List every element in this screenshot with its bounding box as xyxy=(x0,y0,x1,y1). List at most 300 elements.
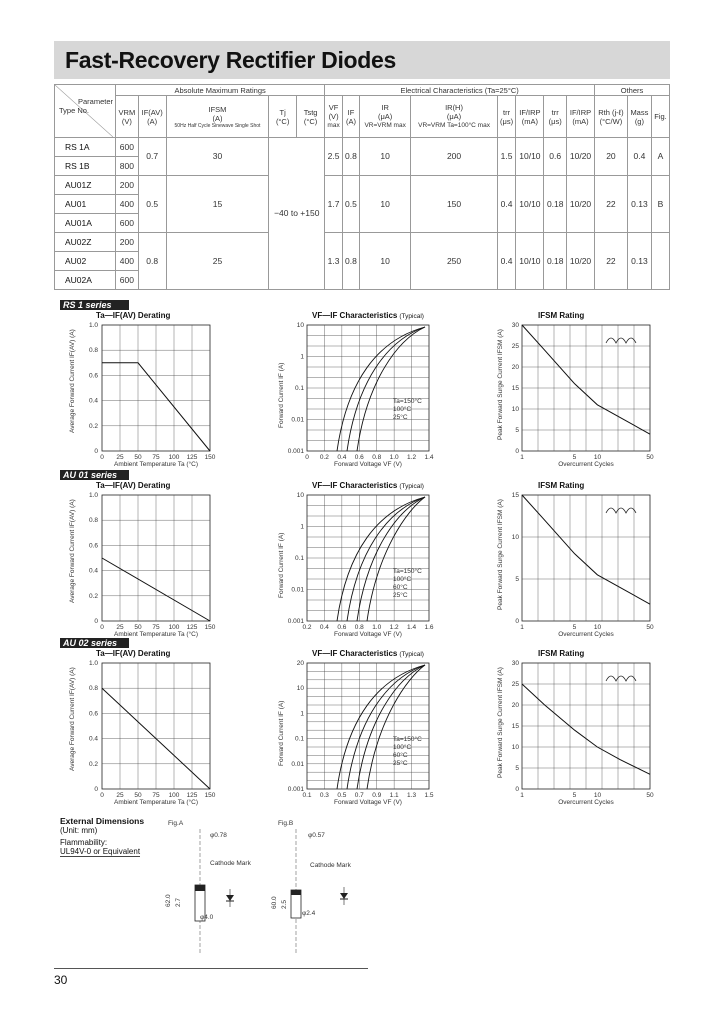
vfif-xtick: 1.4 xyxy=(407,624,417,631)
vfif-legend: Ta=150°C xyxy=(393,398,422,406)
type-no: AU01A xyxy=(55,214,116,233)
vfif-xtick: 0.4 xyxy=(319,624,329,631)
fig-a-len: 2.7 xyxy=(175,897,182,907)
col-unit: (mA) xyxy=(521,116,539,126)
vfif-ytick: 0.001 xyxy=(287,786,304,793)
vfif-xtick: 0.6 xyxy=(337,624,347,631)
spec-table xyxy=(54,84,670,290)
ifsm-ylabel: Peak Forward Surge Current IFSM (A) xyxy=(497,667,504,778)
column-header-row xyxy=(55,96,670,138)
vfif-xtick: 0.5 xyxy=(337,792,347,799)
vfif-chart xyxy=(278,660,434,806)
ifsm-ylabel: Peak Forward Surge Current IFSM (A) xyxy=(497,499,504,610)
ext-flammability: Flammability: xyxy=(60,838,108,847)
col-symbol: Rth (j-ℓ) xyxy=(598,107,624,117)
ifsm-ytick: 5 xyxy=(515,576,519,583)
vfif-xtick: 1.4 xyxy=(424,454,434,461)
col-header xyxy=(269,96,297,138)
col-sub: VR=VRM Ta=100°C max xyxy=(418,122,490,129)
vfif-legend: 100°C xyxy=(393,576,412,584)
cell-ir: 10 xyxy=(360,233,411,290)
ifsm-ytick: 10 xyxy=(511,534,519,541)
vfif-curve xyxy=(367,497,425,621)
cell-trr1: 1.5 xyxy=(497,138,516,176)
title-bar xyxy=(54,41,670,79)
col-header xyxy=(116,96,139,138)
cell-rth: 20 xyxy=(595,138,628,176)
param-type-cell xyxy=(55,85,116,138)
derating-xtick: 100 xyxy=(168,624,180,631)
vfif-subtitle: (Typical) xyxy=(399,483,424,490)
series-label: RS 1 series xyxy=(60,300,129,310)
fig-b-diode-symbol xyxy=(340,887,348,905)
type-no: AU02Z xyxy=(55,233,116,252)
derating-ytick: 0.8 xyxy=(88,685,98,693)
ext-flammability-value: UL94V-0 or Equivalent xyxy=(60,847,141,856)
vfif-legend: 100°C xyxy=(393,744,412,752)
col-unit: (μs) xyxy=(548,116,562,126)
cell-mass: 0.13 xyxy=(627,176,651,233)
ifsm-ytick: 10 xyxy=(511,406,519,413)
page-title: Fast-Recovery Rectifier Diodes xyxy=(65,47,397,73)
vfif-chart xyxy=(278,322,434,468)
fig-a-total: 62.0 xyxy=(165,894,172,907)
vfif-legend: 100°C xyxy=(393,406,412,414)
tj-tstg-value: −40 to +150 xyxy=(269,138,325,290)
vfif-xtick: 0.8 xyxy=(372,454,382,461)
derating-ytick: 0.2 xyxy=(88,760,98,768)
fig-a-cathode-mark: Cathode Mark xyxy=(210,860,251,867)
fig-b-lead-dia: φ0.57 xyxy=(308,832,325,839)
ifsm-ytick: 15 xyxy=(511,723,519,730)
derating-xtick: 0 xyxy=(100,454,104,461)
cell-mass: 0.4 xyxy=(627,138,651,176)
fig-b-len: 2.5 xyxy=(281,899,288,909)
derating-ytick: 1.0 xyxy=(88,492,98,499)
col-unit: (°C) xyxy=(303,116,318,126)
cell-ifirp1: 10/10 xyxy=(516,138,544,176)
col-unit: (g) xyxy=(634,116,644,126)
derating-xtick: 50 xyxy=(134,624,142,631)
derating-xtick: 150 xyxy=(204,792,216,799)
ext-unit: (Unit: mm) xyxy=(60,826,98,835)
derating-xtick: 25 xyxy=(116,454,124,461)
vrm-value: 400 xyxy=(116,195,139,214)
cell-rth: 22 xyxy=(595,176,628,233)
col-sub: max xyxy=(327,122,340,129)
col-unit: (μs) xyxy=(500,116,514,126)
derating-xtick: 150 xyxy=(204,624,216,631)
type-no: AU02A xyxy=(55,271,116,290)
vfif-title xyxy=(312,311,424,320)
derating-xtick: 25 xyxy=(116,792,124,799)
col-symbol: IF/IRP xyxy=(519,107,541,117)
col-symbol: IFSM xyxy=(208,104,227,114)
ifsm-ytick: 20 xyxy=(511,364,519,371)
type-label: Type No. xyxy=(59,106,90,115)
cell-ifirp1: 10/10 xyxy=(516,233,544,290)
col-unit: (μA) xyxy=(446,112,462,121)
fig-a-body-dia: φ4.0 xyxy=(200,914,214,921)
col-unit: (mA) xyxy=(572,116,589,126)
cell-if: 0.8 xyxy=(342,138,359,176)
vfif-ytick: 10 xyxy=(296,322,304,329)
ifsm-chart xyxy=(497,660,654,806)
col-header xyxy=(651,96,669,138)
vfif-curve xyxy=(357,665,425,789)
ifsm-ytick: 30 xyxy=(511,660,519,667)
vfif-title xyxy=(312,481,424,490)
vfif-legend: 60°C xyxy=(393,752,408,760)
derating-ytick: 0.4 xyxy=(88,735,98,743)
vfif-subtitle: (Typical) xyxy=(399,313,424,320)
vfif-title-text: VF—IF Characteristics xyxy=(312,649,398,658)
ifsm-chart xyxy=(497,322,654,468)
vfif-ylabel: Forward Current IF (A) xyxy=(278,532,285,598)
ifsm-ytick: 0 xyxy=(515,448,519,455)
col-header xyxy=(411,96,498,138)
derating-title: Ta—IF(AV) Derating xyxy=(96,481,171,490)
cell-vf: 1.3 xyxy=(325,233,343,290)
external-dimensions xyxy=(60,816,144,857)
ifsm-ytick: 30 xyxy=(511,322,519,329)
col-symbol: Fig. xyxy=(654,112,667,121)
derating-ylabel: Average Forward Current IF(AV) (A) xyxy=(69,499,76,603)
derating-xtick: 150 xyxy=(204,454,216,461)
cell-ifsm: 15 xyxy=(166,176,269,233)
col-unit: (°C) xyxy=(275,116,290,126)
derating-ytick: 0.4 xyxy=(88,567,98,575)
cell-vf: 1.7 xyxy=(325,176,343,233)
vfif-xtick: 0.6 xyxy=(354,454,364,461)
group-header-elec: Electrical Characteristics (Ta=25°C) xyxy=(325,85,595,96)
cell-if: 0.8 xyxy=(342,233,359,290)
ifsm-xlabel: Overcurrent Cycles xyxy=(558,799,614,806)
vfif-legend: 25°C xyxy=(393,592,408,600)
cell-irh: 150 xyxy=(411,176,498,233)
vfif-ytick: 1 xyxy=(300,523,304,531)
vfif-curve xyxy=(357,497,425,621)
cell-ifirp2: 10/20 xyxy=(567,176,595,233)
cell-trr2: 0.18 xyxy=(544,233,567,290)
ifsm-ytick: 20 xyxy=(511,702,519,709)
ifsm-chart xyxy=(497,492,654,638)
ifsm-xlabel: Overcurrent Cycles xyxy=(558,631,614,638)
vfif-xtick: 1.2 xyxy=(389,624,399,631)
col-symbol: Mass xyxy=(630,107,649,117)
vrm-value: 600 xyxy=(116,214,139,233)
derating-ytick: 0.2 xyxy=(88,592,98,600)
vfif-xtick: 1.3 xyxy=(407,792,417,799)
cell-ifav: 0.8 xyxy=(138,233,166,290)
vfif-ytick: 0.001 xyxy=(287,618,304,625)
derating-xtick: 50 xyxy=(134,792,142,799)
cell-ir: 10 xyxy=(360,176,411,233)
vfif-ytick: 0.1 xyxy=(294,735,304,743)
col-symbol: Tj xyxy=(279,107,286,117)
cell-if: 0.5 xyxy=(342,176,359,233)
derating-xtick: 0 xyxy=(100,624,104,631)
col-symbol: trr xyxy=(551,107,559,117)
vfif-ytick: 0.1 xyxy=(294,385,304,392)
ifsm-title: IFSM Rating xyxy=(538,311,585,320)
derating-chart xyxy=(69,322,216,468)
ifsm-ytick: 0 xyxy=(515,786,519,793)
vfif-ytick: 0.1 xyxy=(294,555,304,562)
ifsm-xtick: 5 xyxy=(572,792,577,799)
fig-b-total: 60.0 xyxy=(271,896,278,909)
derating-xtick: 50 xyxy=(134,454,142,461)
col-header xyxy=(516,96,544,138)
ifsm-xlabel: Overcurrent Cycles xyxy=(558,461,614,468)
vfif-legend: 25°C xyxy=(393,414,408,422)
derating-ytick: 0.4 xyxy=(88,397,98,405)
derating-xlabel: Ambient Temperature Ta (°C) xyxy=(113,799,199,806)
ifsm-ytick: 15 xyxy=(511,492,519,499)
vfif-xtick: 0.3 xyxy=(319,792,329,799)
ifsm-ytick: 10 xyxy=(511,744,519,751)
derating-xtick: 100 xyxy=(168,792,180,799)
col-header xyxy=(325,96,343,138)
vfif-xtick: 1.5 xyxy=(424,792,434,799)
vfif-ytick: 0.001 xyxy=(287,448,304,455)
vfif-title-text: VF—IF Characteristics xyxy=(312,311,398,320)
vrm-value: 400 xyxy=(116,252,139,271)
vrm-value: 800 xyxy=(116,157,139,176)
cell-trr1: 0.4 xyxy=(497,176,516,233)
ifsm-ytick: 25 xyxy=(511,343,519,350)
ifsm-xtick: 1 xyxy=(520,624,524,631)
cell-trr1: 0.4 xyxy=(497,233,516,290)
fig-a-diode-symbol xyxy=(226,889,234,907)
vfif-ytick: 20 xyxy=(296,660,304,667)
col-unit: (A) xyxy=(147,116,158,126)
vrm-value: 600 xyxy=(116,138,139,157)
col-unit: (V) xyxy=(328,112,339,121)
vfif-ytick: 0.01 xyxy=(291,760,304,768)
series-label: AU 01 series xyxy=(60,470,129,480)
vfif-subtitle: (Typical) xyxy=(399,651,424,658)
vfif-xtick: 1.1 xyxy=(389,792,399,799)
vfif-ytick: 0.01 xyxy=(291,586,304,594)
ifsm-xtick: 10 xyxy=(593,624,602,631)
cell-fig: A xyxy=(651,138,669,176)
derating-ytick: 0.2 xyxy=(88,422,98,430)
vfif-xtick: 0.2 xyxy=(302,624,312,631)
cell-fig: B xyxy=(651,176,669,233)
type-no: AU02 xyxy=(55,252,116,271)
col-header xyxy=(567,96,595,138)
fig-b-cathode-band xyxy=(291,890,301,895)
table-row xyxy=(55,233,670,252)
col-symbol: IR xyxy=(381,103,389,112)
ifsm-ytick: 5 xyxy=(515,765,519,772)
vrm-value: 200 xyxy=(116,176,139,195)
col-note: 50Hz Half Cycle Sinewave Single Shot xyxy=(174,122,261,129)
ifsm-title: IFSM Rating xyxy=(538,649,585,658)
derating-ytick: 1.0 xyxy=(88,660,98,667)
sinewave-icon xyxy=(606,676,636,681)
vfif-legend: 60°C xyxy=(393,584,408,592)
series-label: AU 02 series xyxy=(60,638,129,648)
table-row xyxy=(55,138,670,157)
derating-xtick: 100 xyxy=(168,454,180,461)
col-header xyxy=(166,96,269,138)
cell-ifav: 0.5 xyxy=(138,176,166,233)
derating-chart xyxy=(69,660,216,806)
ext-title: External Dimensions xyxy=(60,816,145,826)
ifsm-ytick: 0 xyxy=(515,618,519,625)
derating-xtick: 0 xyxy=(100,792,104,799)
fig-a-lead-dia: φ0.78 xyxy=(210,832,227,839)
vfif-title-text: VF—IF Characteristics xyxy=(312,481,398,490)
derating-title: Ta—IF(AV) Derating xyxy=(96,311,171,320)
fig-b-cathode-mark: Cathode Mark xyxy=(310,862,351,869)
derating-title: Ta—IF(AV) Derating xyxy=(96,649,171,658)
vfif-xtick: 0.8 xyxy=(354,624,364,631)
cell-ifsm: 30 xyxy=(166,138,269,176)
col-header xyxy=(342,96,359,138)
footer-rule xyxy=(54,968,368,969)
cell-mass: 0.13 xyxy=(627,233,651,290)
derating-ytick: 0.8 xyxy=(88,517,98,525)
ifsm-xtick: 1 xyxy=(520,792,524,799)
col-unit: (A) xyxy=(212,113,223,123)
derating-xtick: 75 xyxy=(152,454,160,461)
cell-trr2: 0.6 xyxy=(544,138,567,176)
col-header xyxy=(138,96,166,138)
vfif-xtick: 1.6 xyxy=(424,624,434,631)
vfif-xtick: 0.4 xyxy=(337,454,347,461)
group-header-abs: Absolute Maximum Ratings xyxy=(116,85,325,96)
ifsm-ytick: 25 xyxy=(511,681,519,688)
group-header-others: Others xyxy=(595,85,670,96)
vfif-xlabel: Forward Voltage VF (V) xyxy=(334,799,402,806)
cell-ifirp2: 10/20 xyxy=(567,138,595,176)
vfif-ylabel: Forward Current IF (A) xyxy=(278,700,285,766)
derating-xlabel: Ambient Temperature Ta (°C) xyxy=(113,631,199,638)
derating-ytick: 0.8 xyxy=(88,347,98,355)
fig-b-label: Fig.B xyxy=(278,820,294,827)
ifsm-title: IFSM Rating xyxy=(538,481,585,490)
vfif-ytick: 10 xyxy=(296,492,304,499)
col-symbol: trr xyxy=(503,107,511,117)
col-unit: (μA) xyxy=(377,112,393,121)
col-symbol: IR(H) xyxy=(445,103,463,112)
vfif-ytick: 10 xyxy=(296,685,304,693)
col-header xyxy=(627,96,651,138)
vfif-xtick: 0.9 xyxy=(372,792,382,799)
type-no: AU01Z xyxy=(55,176,116,195)
ifsm-ylabel: Peak Forward Surge Current IFSM (A) xyxy=(497,329,504,440)
ifsm-xtick: 50 xyxy=(646,792,654,799)
vfif-legend: 25°C xyxy=(393,760,408,768)
cell-trr2: 0.18 xyxy=(544,176,567,233)
vfif-curve xyxy=(347,497,425,621)
vfif-legend: Ta=150°C xyxy=(393,568,422,576)
cell-ir: 10 xyxy=(360,138,411,176)
vfif-ytick: 1 xyxy=(300,710,304,718)
vrm-value: 600 xyxy=(116,271,139,290)
col-header xyxy=(296,96,324,138)
derating-ytick: 0.6 xyxy=(88,372,98,380)
vfif-curve xyxy=(347,665,425,789)
cell-rth: 22 xyxy=(595,233,628,290)
col-symbol: VF xyxy=(328,103,339,112)
ifsm-xtick: 50 xyxy=(646,624,654,631)
cell-irh: 200 xyxy=(411,138,498,176)
col-header xyxy=(497,96,516,138)
derating-xtick: 75 xyxy=(152,624,160,631)
derating-xlabel: Ambient Temperature Ta (°C) xyxy=(113,461,199,468)
vfif-xtick: 0 xyxy=(305,454,309,461)
vfif-xlabel: Forward Voltage VF (V) xyxy=(334,631,402,638)
ifsm-ytick: 15 xyxy=(511,385,519,392)
ifsm-xtick: 1 xyxy=(520,454,524,461)
ifsm-xtick: 5 xyxy=(572,454,577,461)
col-unit: (°C/W) xyxy=(599,116,623,126)
derating-ytick: 0 xyxy=(94,448,98,455)
vfif-xtick: 0.7 xyxy=(354,792,364,799)
vfif-curve xyxy=(357,327,425,451)
derating-xtick: 125 xyxy=(186,792,198,799)
col-header xyxy=(360,96,411,138)
vrm-value: 200 xyxy=(116,233,139,252)
vfif-xtick: 1.0 xyxy=(372,624,382,631)
cell-irh: 250 xyxy=(411,233,498,290)
type-no: RS 1B xyxy=(55,157,116,176)
derating-xtick: 75 xyxy=(152,792,160,799)
type-no: RS 1A xyxy=(55,138,116,157)
vfif-xtick: 0.1 xyxy=(302,792,312,799)
derating-ytick: 0.6 xyxy=(88,542,98,550)
ifsm-ytick: 5 xyxy=(515,427,519,434)
ifsm-xtick: 5 xyxy=(572,624,577,631)
type-no: AU01 xyxy=(55,195,116,214)
fig-a-label: Fig.A xyxy=(168,820,184,827)
vfif-frame xyxy=(307,663,429,789)
ifsm-xtick: 10 xyxy=(593,792,602,799)
cell-ifsm: 25 xyxy=(166,233,269,290)
table-row xyxy=(55,176,670,195)
cell-ifirp1: 10/10 xyxy=(516,176,544,233)
cell-fig xyxy=(651,233,669,290)
vfif-title xyxy=(312,649,424,658)
ifsm-xtick: 50 xyxy=(646,454,654,461)
page-number: 30 xyxy=(54,973,68,987)
ifsm-xtick: 10 xyxy=(593,454,602,461)
vfif-ytick: 1 xyxy=(300,353,304,361)
sinewave-icon xyxy=(606,508,636,513)
param-label: Parameter xyxy=(77,97,113,106)
derating-ylabel: Average Forward Current IF(AV) (A) xyxy=(69,667,76,771)
col-unit: (A) xyxy=(345,116,356,126)
sinewave-icon xyxy=(606,338,636,343)
vfif-xlabel: Forward Voltage VF (V) xyxy=(334,461,402,468)
col-unit: (V) xyxy=(121,116,132,126)
derating-xtick: 25 xyxy=(116,624,124,631)
col-symbol: IF/IRP xyxy=(569,107,592,117)
vfif-xtick: 1.2 xyxy=(407,454,417,461)
derating-ytick: 0 xyxy=(94,618,98,625)
cell-vf: 2.5 xyxy=(325,138,343,176)
col-symbol: VRM xyxy=(118,107,136,117)
dimension-drawings xyxy=(150,815,390,965)
cell-ifav: 0.7 xyxy=(138,138,166,176)
vfif-chart xyxy=(278,492,434,638)
fig-b-body-dia: φ2.4 xyxy=(302,910,316,917)
derating-ytick: 0 xyxy=(94,786,98,793)
